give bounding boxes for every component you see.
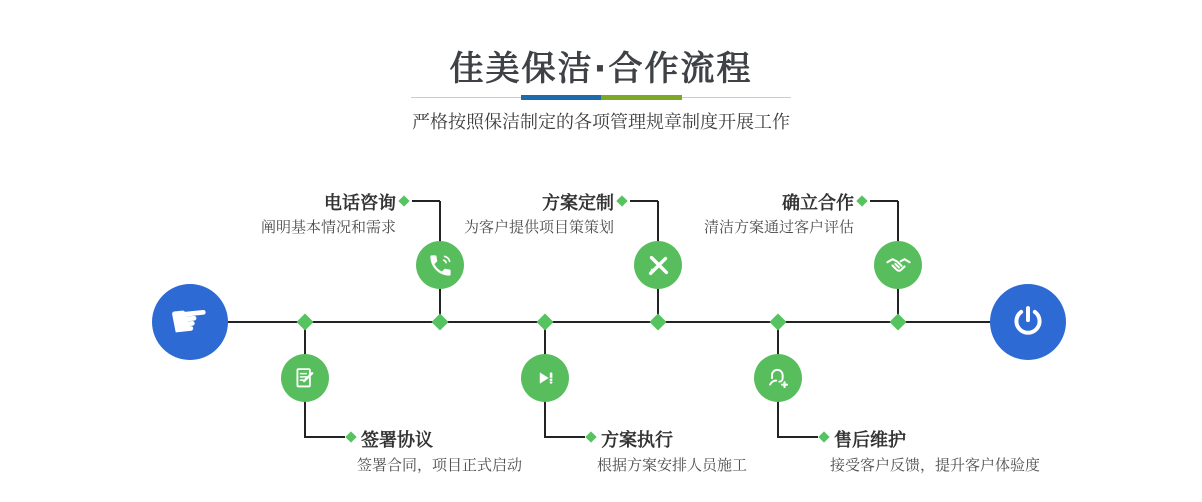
end-node	[990, 284, 1066, 360]
divider-blue-segment	[521, 95, 601, 100]
step-desc-sign: 签署合同，项目正式启动	[357, 456, 523, 474]
connector-line	[305, 436, 345, 438]
page-title: 佳美保洁·合作流程	[449, 49, 753, 89]
label-diamond	[398, 195, 409, 206]
connector-line	[630, 200, 658, 202]
step-title-plan: 方案定制	[542, 193, 614, 214]
step-node-aftersale	[754, 354, 802, 402]
pointing-hand-icon: ☛	[166, 290, 214, 350]
headset-plus-icon	[764, 364, 792, 392]
connector-line	[778, 436, 818, 438]
timeline-diamond	[890, 314, 907, 331]
label-diamond	[585, 431, 596, 442]
step-node-sign	[281, 354, 329, 402]
handshake-icon	[884, 251, 913, 280]
step-title-execute: 方案执行	[601, 430, 673, 451]
timeline-diamond	[432, 314, 449, 331]
label-diamond	[345, 431, 356, 442]
step-desc-cooperation: 清洁方案通过客户评估	[703, 218, 854, 236]
pencil-ruler-icon	[645, 252, 672, 279]
timeline-diamond	[650, 314, 667, 331]
step-node-plan	[634, 241, 682, 289]
power-icon	[1009, 303, 1047, 341]
start-node	[152, 284, 228, 360]
timeline-diamond	[770, 314, 787, 331]
phone-icon	[427, 252, 454, 279]
label-diamond	[818, 431, 829, 442]
connector-line	[412, 200, 440, 202]
timeline-diamond	[297, 314, 314, 331]
step-node-cooperation	[874, 241, 922, 289]
step-title-phone: 电话咨询	[324, 193, 396, 214]
label-diamond	[616, 195, 627, 206]
timeline-diamond	[537, 314, 554, 331]
label-diamond	[856, 195, 867, 206]
step-node-execute	[521, 354, 569, 402]
connector-line	[870, 200, 898, 202]
step-desc-aftersale: 接受客户反馈，提升客户体验度	[830, 456, 1041, 474]
play-next-icon	[532, 365, 558, 391]
step-title-cooperation: 确立合作	[782, 193, 854, 214]
page-subtitle: 严格按照保洁制定的各项管理规章制度开展工作	[412, 112, 790, 133]
step-desc-plan: 为客户提供项目策策划	[463, 218, 614, 236]
divider-green-segment	[601, 95, 682, 100]
connector-line	[545, 436, 585, 438]
step-title-aftersale: 售后维护	[834, 430, 906, 451]
step-title-sign: 签署协议	[361, 430, 433, 451]
document-sign-icon	[292, 365, 318, 391]
step-desc-phone: 阐明基本情况和需求	[260, 218, 396, 236]
step-desc-execute: 根据方案安排人员施工	[597, 456, 748, 474]
step-node-phone	[416, 241, 464, 289]
